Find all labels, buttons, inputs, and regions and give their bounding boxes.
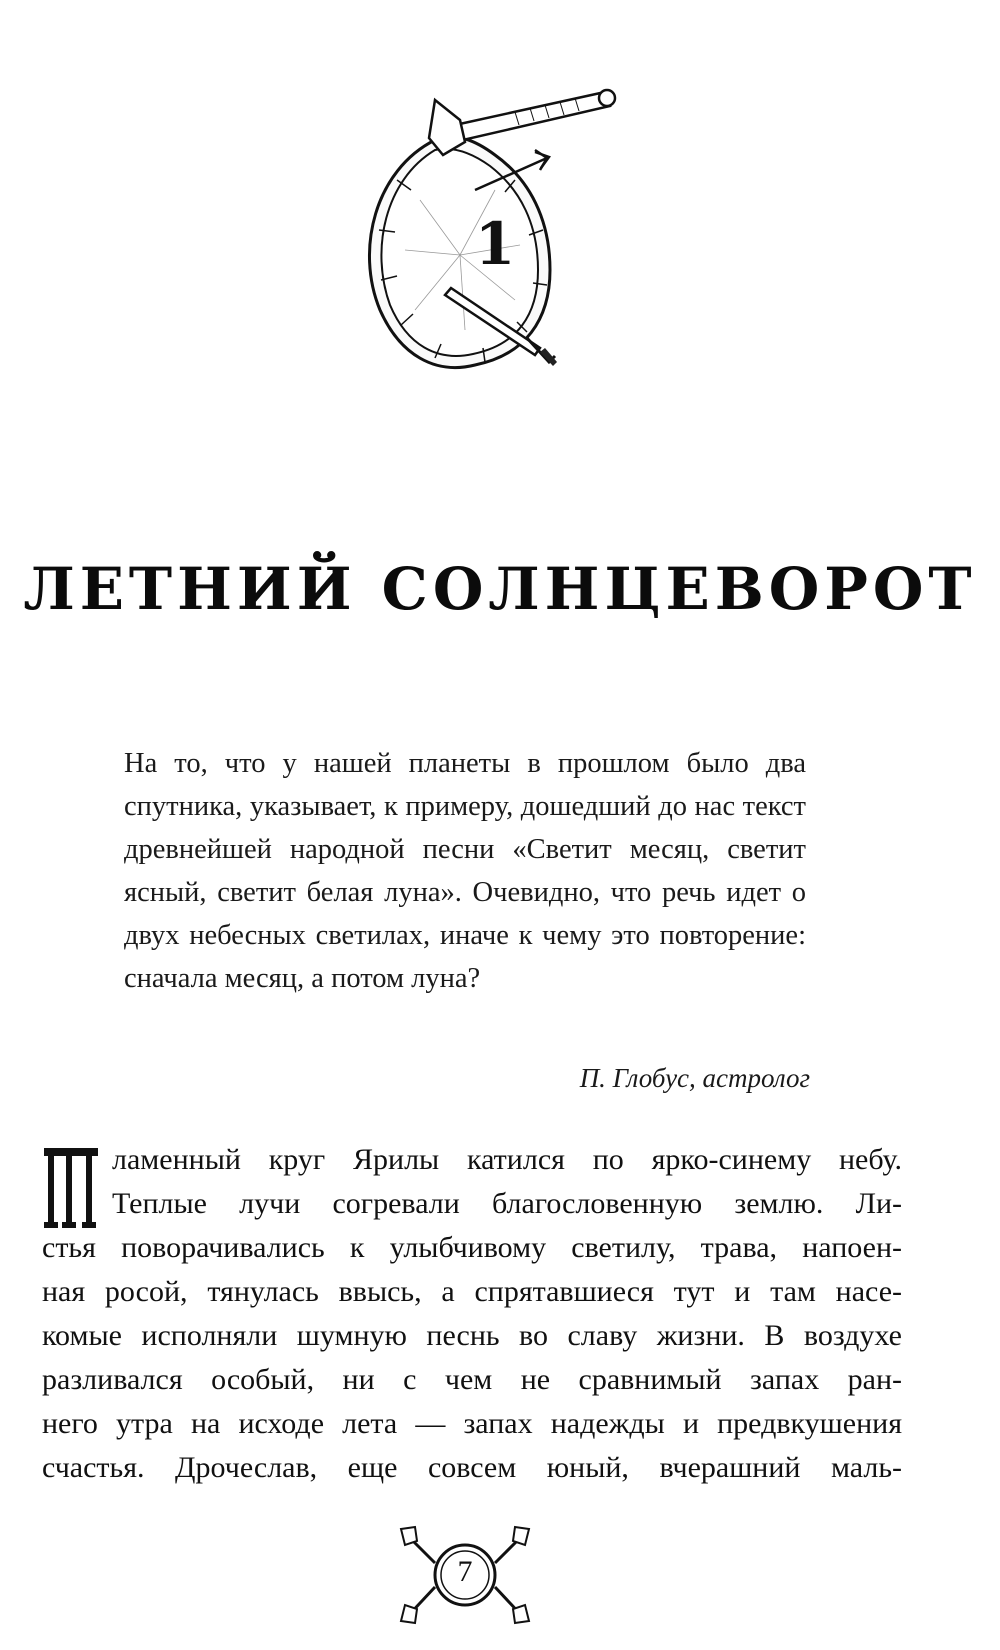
page-number: 7 xyxy=(457,1555,473,1588)
page-number-ornament xyxy=(395,1525,535,1625)
body-line: стья поворачивались к улыбчивому светилу, трава, напоен- xyxy=(42,1231,902,1264)
body-line: ламенный круг Ярилы катился по ярко-синему небу. xyxy=(112,1143,902,1176)
body-text xyxy=(42,1138,902,1490)
body-line: него утра на исходе лета — запах надежды и предвкушения xyxy=(42,1407,902,1440)
chapter-emblem xyxy=(335,80,655,400)
chapter-number: 1 xyxy=(474,210,516,278)
body-line: комые исполняли шумную песнь во славу жизни. В воздухе xyxy=(42,1319,902,1352)
epigraph-text: На то, что у нашей планеты в прошлом было два спутника, указывает, к примеру, дошедший до нас текст древнейшей народной песни «Светит месяц, светит ясный, светит белая луна». Очевидно, что речь идет о двух небесных светилах, иначе к чему это повторение: сначала месяц, а потом луна? xyxy=(124,748,806,994)
epigraph-author: П. Глобус, астролог xyxy=(579,1063,810,1093)
body-line: ная росой, тянулась ввысь, а спрятавшиеся тут и там насе- xyxy=(42,1275,902,1308)
body-line: разливался особый, ни с чем не сравнимый запах ран- xyxy=(42,1363,902,1396)
chapter-title: ЛЕТНИЙ СОЛНЦЕВОРОТ xyxy=(23,555,977,623)
body-line: Теплые лучи согревали благословенную землю. Ли- xyxy=(112,1187,902,1220)
body-line: счастья. Дрочеслав, еще совсем юный, вчерашний маль- xyxy=(42,1451,902,1484)
axe-icon xyxy=(429,90,615,155)
